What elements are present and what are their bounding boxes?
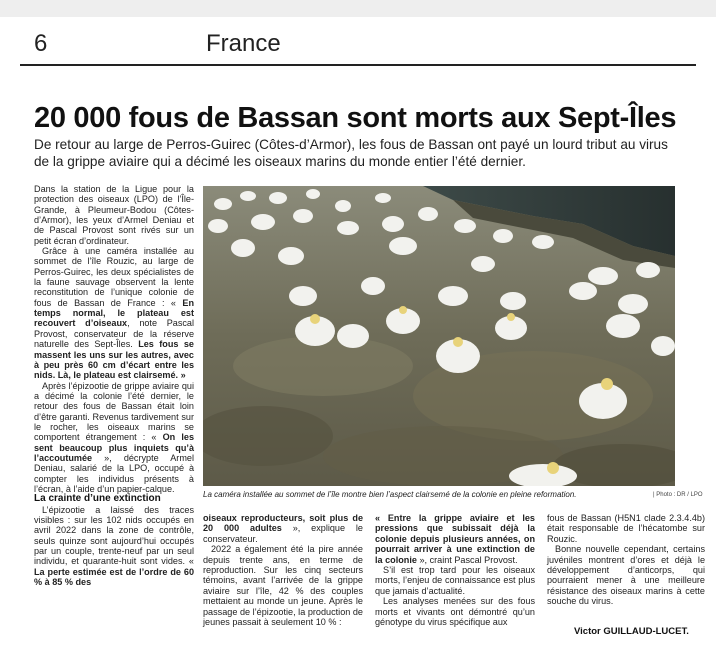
- header-rule: [20, 64, 696, 66]
- quote-bold: oiseaux reproducteurs, soit plus de 20 000 adultes: [203, 513, 363, 534]
- photo-credit: | Photo : DR / LPO: [653, 492, 703, 498]
- article-column-4: [547, 513, 705, 607]
- lead-paragraph: De retour au large de Perros-Guirec (Côtes-d’Armor), les fous de Bassan ont payé un lourd tribut au virus de la grippe aviaire qui a décimé les oiseaux marins du monde entier l’été dernier.: [34, 137, 668, 169]
- paragraph: S’il est trop tard pour les oiseaux morts, l’enjeu de connaissance est plus que jamais d’actualité.: [375, 565, 535, 596]
- author-signature: Victor GUILLAUD-LUCET.: [574, 626, 689, 637]
- paragraph: Après l’épizootie de grippe aviaire qui a décimé la colonie l’été dernier, le retour des fous de Bassan était loin d’être garanti. Revenus tardivement sur le rocher, les oiseaux marins se comportent étrangement : « On les sent beaucoup plus inquiets qu’à l’accoutumée », décrypte Armel Deniau, salarié de la LPO, occupé à compter les individus présents à l’écran, à l’aide d’un papier-calque.: [34, 380, 194, 494]
- section-title: France: [206, 30, 281, 57]
- paragraph: Dans la station de la Ligue pour la protection des oiseaux (LPO) de l’Île-Grande, à Pleumeur-Bodou (Côtes-d’Armor), les yeux d’Armel Deniau et de Pascal Provost sont rivés sur un petit écran d’ordinateur.: [34, 184, 194, 246]
- paragraph: « Entre la grippe aviaire et les pressions que subissait déjà la colonie depuis plusieurs années, on pourrait arriver à une extinction de la colonie », craint Pascal Provost.: [375, 513, 535, 565]
- quote-bold: Entre la grippe aviaire et les pressions que subissait déjà la colonie depuis plusieurs années, on pourrait arriver à une extinction de la colonie: [375, 513, 535, 565]
- paragraph: oiseaux reproducteurs, soit plus de 20 000 adultes », explique le conservateur.: [203, 513, 363, 544]
- article-column-2: [203, 513, 363, 627]
- paragraph: 2022 a également été la pire année depuis trente ans, en terme de reproduction. Sur les cinq secteurs témoins, avant l’arrivée de la grippe aviaire sur l’île, 42 % des couples mettaient au monde un jeune. Après le passage de l’épizootie, la production de jeunes passait à seulement 10 % :: [203, 544, 363, 628]
- top-margin: [0, 0, 716, 17]
- quote-bold: En temps normal, le plateau est recouvert d’oiseaux: [34, 297, 194, 329]
- quote-bold: On les sent beaucoup plus inquiets qu’à l’accoutumée: [34, 432, 194, 463]
- article-column-1: [34, 184, 194, 587]
- paragraph: Les analyses menées sur des fous morts et vivants ont démontré qu’un génotype du virus spécifique aux: [375, 596, 535, 628]
- gannet-colony-photo: [203, 186, 675, 486]
- paragraph: fous de Bassan (H5N1 clade 2.3.4.4b) était responsable de l’hécatombe sur Rouzic.: [547, 513, 705, 544]
- subheading: La crainte d’une extinction: [34, 493, 161, 505]
- article-column-3: [375, 513, 535, 627]
- gannet-colony-image: [203, 186, 675, 486]
- headline: 20 000 fous de Bassan sont morts aux Sept-Îles: [34, 102, 677, 134]
- page-number: 6: [34, 30, 48, 57]
- paragraph: Bonne nouvelle cependant, certains juvéniles montrent d’ores et déjà le développement d’anticorps, qui pourraient mener à une meilleure résistance des oiseaux marins à cette souche du virus.: [547, 544, 705, 607]
- quote-bold: La perte estimée est de l’ordre de 60 % à 85 % des: [34, 566, 194, 588]
- page-header: [20, 26, 696, 68]
- photo-caption: La caméra installée au sommet de l’île montre bien l’aspect clairsemé de la colonie en pleine reformation.: [203, 490, 577, 499]
- quote-bold: Les fous se massent les uns sur les autres, avec à peu près 60 cm d’écart entre les nids. Là, le plateau est clairsemé. »: [34, 339, 194, 381]
- paragraph: Grâce à une caméra installée au sommet de l’île Rouzic, au large de Perros-Guirec, les deux spécialistes de la faune sauvage observent la lente reconstitution de l’unique colonie de fous de Bassan de France : « En temps normal, le plateau est recouvert d’oiseaux, note Pascal Provost, conservateur de la réserve naturelle des Sept-Îles. Les fous se massent les uns sur les autres, avec à peu près 60 cm d’écart entre les nids. Là, le plateau est clairsemé. »: [34, 246, 195, 381]
- paragraph: L’épizootie a laissé des traces visibles : sur les 102 nids occupés en avril 2022 dans la zone de contrôle, seuls quinze sont aujourd’hui occupés par un couple, trente-neuf par un seul individu, et quarante-huit sont vides. « La perte estimée est de l’ordre de 60 % à 85 % des: [34, 504, 194, 588]
